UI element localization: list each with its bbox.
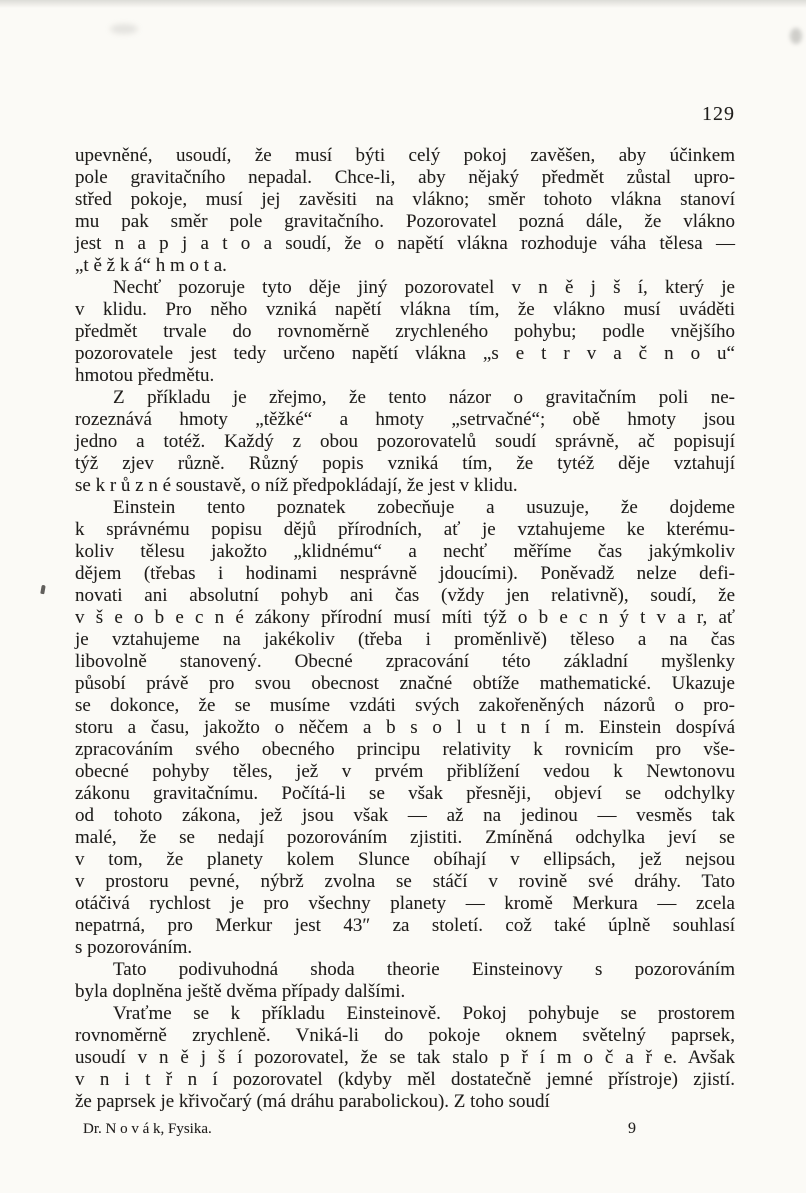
text-line: týž zjev různě. Různý popis vzniká tím, že tytéž děje vztahují [75,453,735,474]
paragraph [75,277,735,387]
paragraph [75,145,735,277]
paragraph [75,959,735,1003]
text-line: rovnoměrně zrychleně. Vniká-li do pokoje oknem světelný paprsek, [75,1025,735,1046]
text-block [75,145,735,1113]
text-line: Nechť pozoruje tyto děje jiný pozorovatel v n ě j š í, který je [113,277,735,298]
text-line: jest n a p j a t o a soudí, že o napětí vlákna rozhoduje váha tělesa — [75,233,735,254]
text-line: že paprsek je křivočarý (má dráhu parabolickou). Z toho soudí [75,1091,550,1112]
text-line: usoudí v n ě j š í pozorovatel, že se tak stalo p ř í m o č a ř e. Avšak [75,1047,735,1068]
text-line: zákonu gravitačnímu. Počítá-li se však přesněji, objeví se odchylky [75,783,735,804]
footer [75,1118,735,1142]
page-content [75,103,735,1113]
text-line: otáčivá rychlost je pro všechny planety — kromě Merkura — zcela [75,893,735,914]
text-line: s pozorováním. [75,937,193,958]
footer-book-title: Dr. N o v á k, Fysika. [83,1121,212,1137]
text-line: zpracováním svého obecného principu relativity k rovnicím pro vše- [75,739,735,760]
text-line: pozorovatele jest tedy určeno napětí vlákna „s e t r v a č n o u“ [75,343,735,364]
text-line: Einstein tento poznatek zobecňuje a usuzuje, že dojdeme [113,497,735,518]
text-line: mu pak směr pole gravitačního. Pozorovatel pozná dále, že vlákno [75,211,735,232]
text-line: koliv tělesu jakožto „klidnému“ a nechť měříme čas jakýmkoliv [75,541,735,562]
text-line: libovolně stanovený. Obecné zpracování této základní myšlenky [75,651,735,672]
scan-artifact-mark [40,585,46,595]
text-line: v n i t ř n í pozorovatel (kdyby měl dostatečně jemné přístroje) zjistí. [75,1069,735,1090]
scan-artifact-smudge [110,24,138,34]
text-line: dějem (třebas i hodinami nesprávně jdoucími). Poněvadž nelze defi- [75,563,735,584]
text-line: storu a času, jakožto o něčem a b s o l u t n í m. Einstein dospívá [75,717,735,738]
text-line: od tohoto zákona, jež jsou však — až na jedinou — vesměs tak [75,805,735,826]
text-line: v š e o b e c n é zákony přírodní musí míti týž o b e c n ý t v a r, ať [75,607,735,628]
text-line: je vztahujeme na jakékoliv (třeba i proměnlivě) těleso a na čas [75,629,735,650]
footer-signature-number: 9 [628,1120,636,1137]
text-line: hmotou předmětu. [75,365,215,386]
text-line: jedno a totéž. Každý z obou pozorovatelů soudí správně, ač popisují [75,431,735,452]
text-line: v prostoru pevné, nýbrž zvolna se stáčí v rovině své dráhy. Tato [75,871,735,892]
text-line: se dokonce, že se musíme vzdáti svých zakořeněných názorů o pro- [75,695,735,716]
paragraph [75,497,735,959]
text-line: Z příkladu je zřejmo, že tento názor o gravitačním poli ne- [113,387,735,408]
text-line: pole gravitačního nepadal. Chce-li, aby nějaký předmět zůstal upro- [75,167,735,188]
text-line: k správnému popisu dějů přírodních, ať je vztahujeme ke kterému- [75,519,735,540]
text-line: Vraťme se k příkladu Einsteinově. Pokoj pohybuje se prostorem [113,1003,735,1024]
text-line: novati ani absolutní pohyb ani čas (vždy jen relativně), soudí, že [75,585,735,606]
text-line: působí právě pro svou obecnost značné obtíže mathematické. Ukazuje [75,673,735,694]
text-line: nepatrná, pro Merkur jest 43″ za století. což také úplně souhlasí [75,915,735,936]
text-line: malé, že se nedají pozorováním zjistiti. Zmíněná odchylka jeví se [75,827,735,848]
scan-artifact-smudge [790,28,802,44]
text-line: v tom, že planety kolem Slunce obíhají v ellipsách, jež nejsou [75,849,735,870]
text-line: upevněné, usoudí, že musí býti celý pokoj zavěšen, aby účinkem [75,145,735,166]
text-line: obecné pohyby těles, jež v prvém přiblížení vedou k Newtonovu [75,761,735,782]
text-line: „t ě ž k á“ h m o t a. [75,255,227,276]
text-line: byla doplněna ještě dvěma případy dalšími. [75,981,406,1002]
text-line: rozeznává hmoty „těžké“ a hmoty „setrvačné“; obě hmoty jsou [75,409,735,430]
scan-artifact-top-edge [0,0,806,8]
paragraph [75,1003,735,1113]
text-line: předmět trvale do rovnoměrně zrychleného pohybu; podle vnějšího [75,321,735,342]
text-line: v klidu. Pro něho vzniká napětí vlákna tím, že vlákno musí uváděti [75,299,735,320]
text-line: Tato podivuhodná shoda theorie Einsteinovy s pozorováním [113,959,735,980]
paragraph [75,387,735,497]
page-number: 129 [702,103,735,125]
text-line: střed pokoje, musí jej zavěsiti na vlákno; směr tohoto vlákna stanoví [75,189,735,210]
text-line: se k r ů z n é soustavě, o níž předpokládají, že jest v klidu. [75,475,518,496]
